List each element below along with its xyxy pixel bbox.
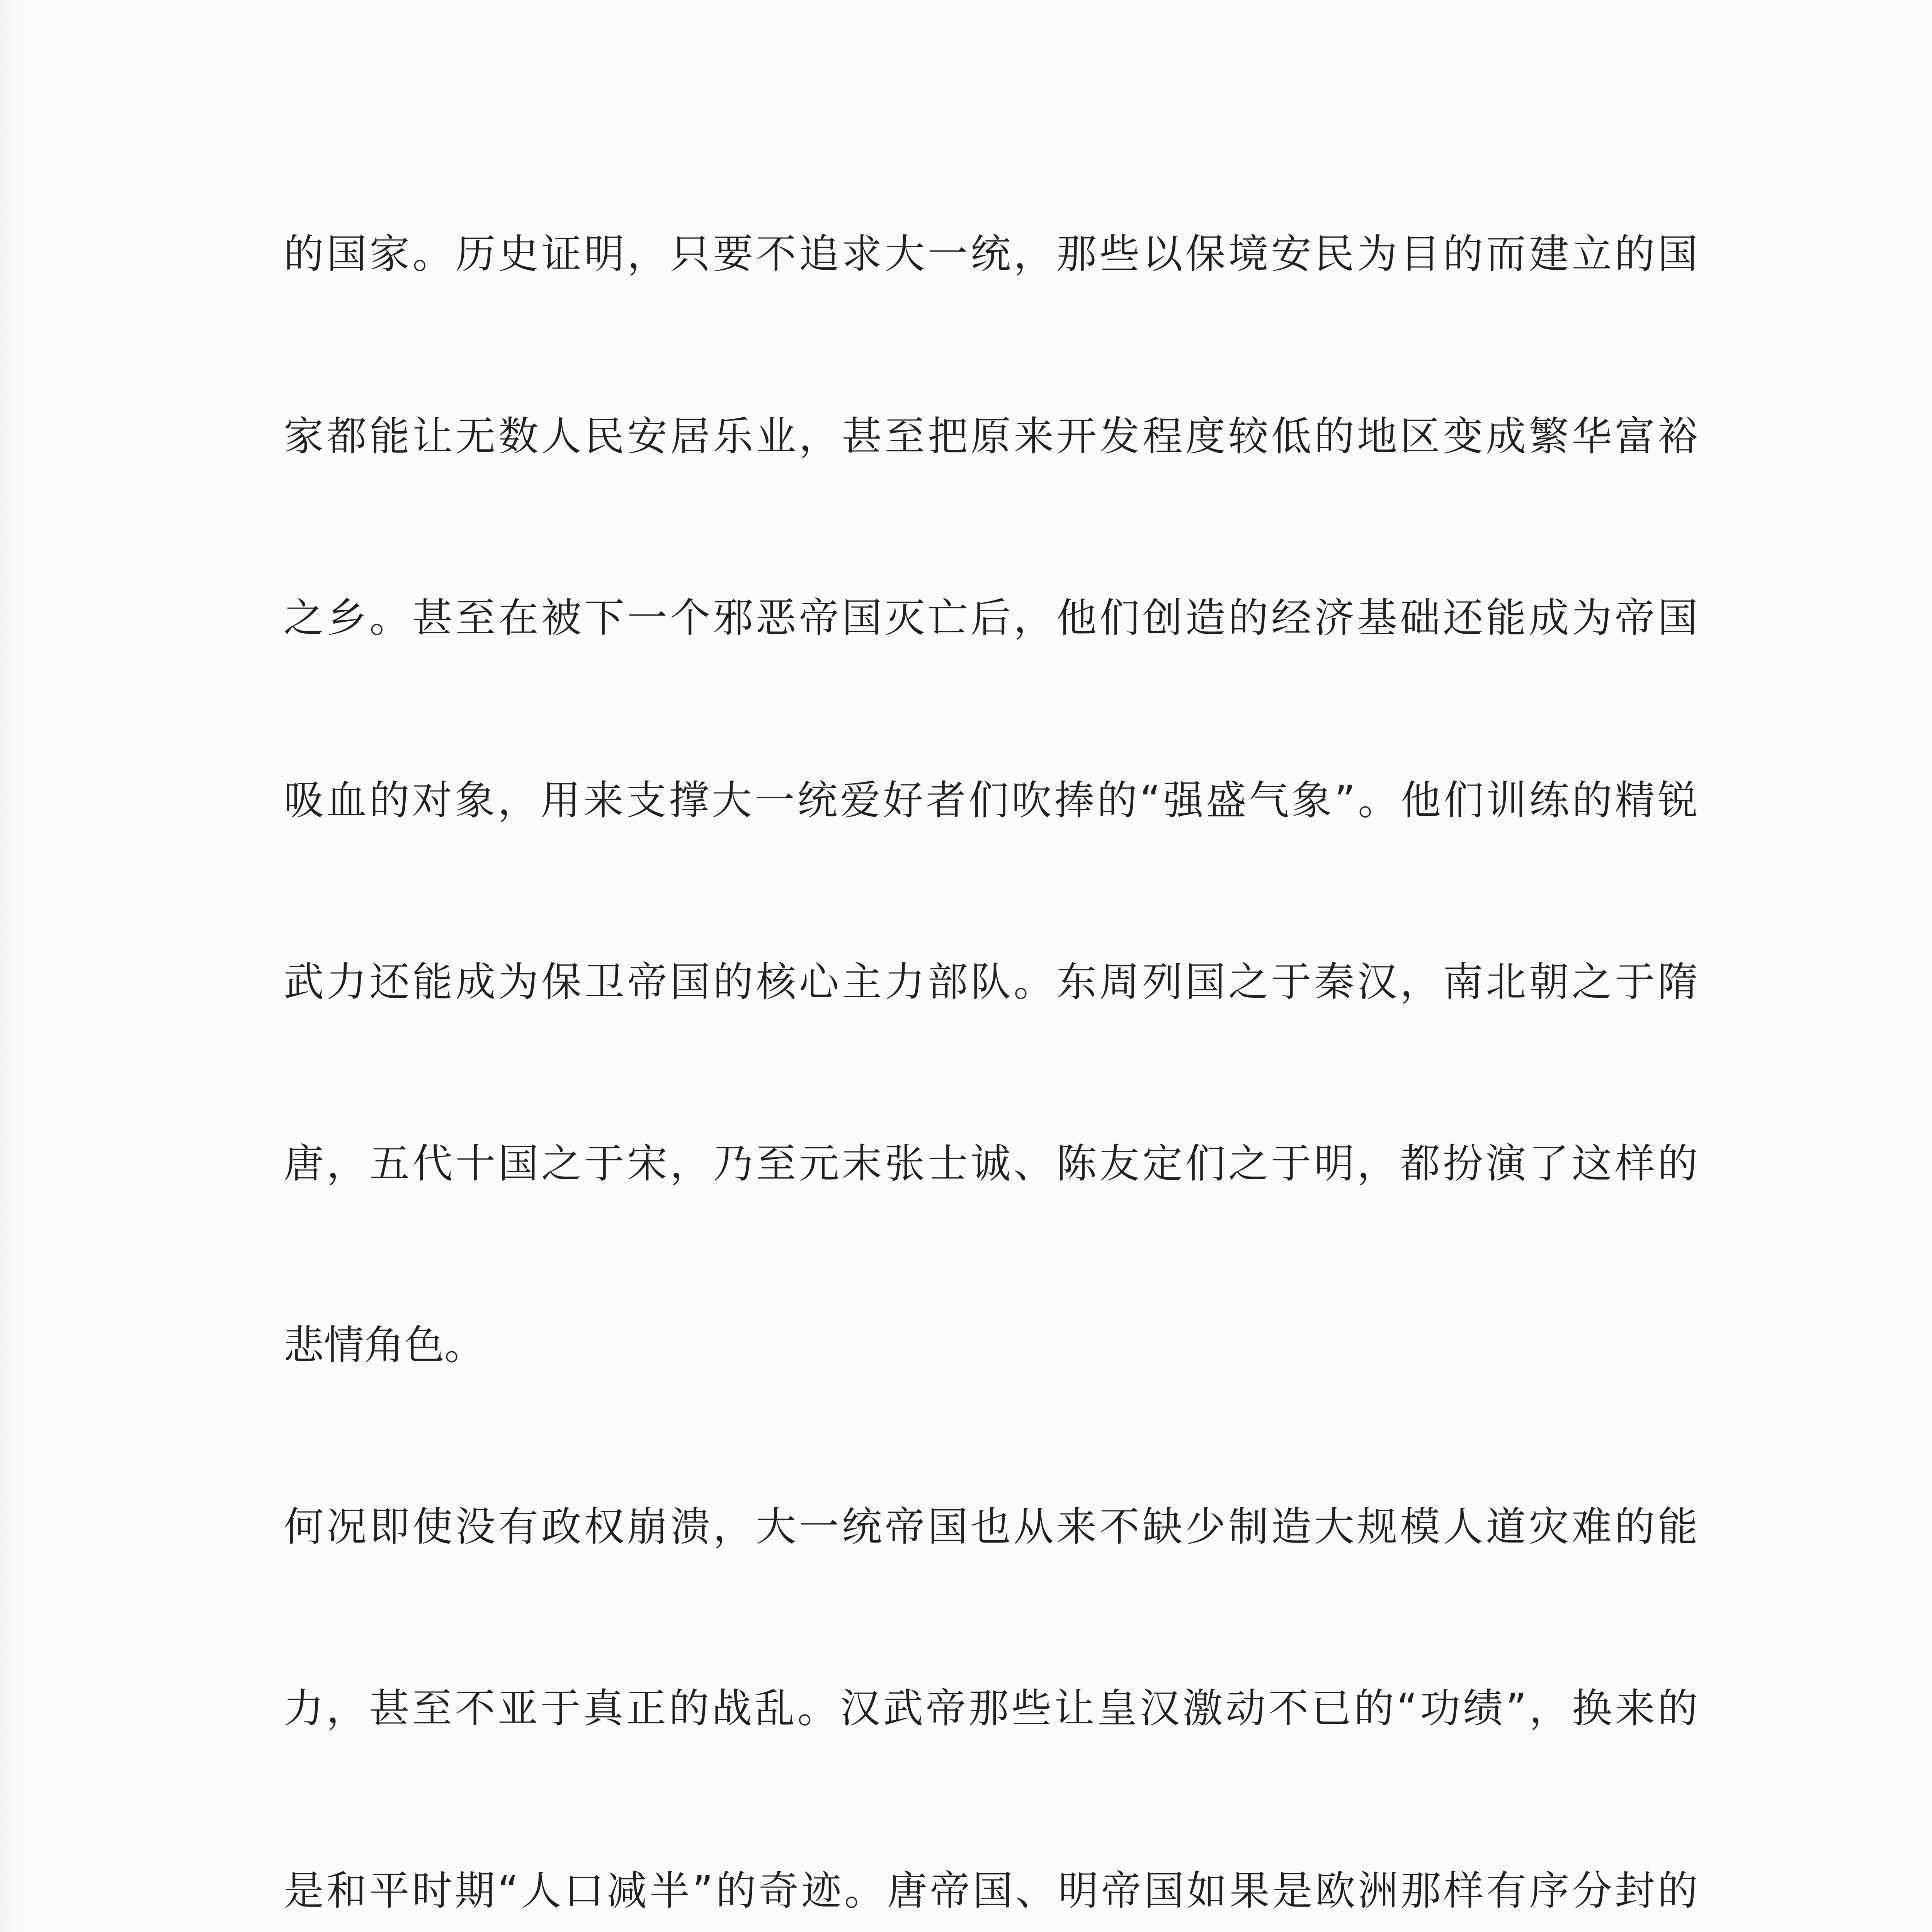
text-line: 何况即使没有政权崩溃，大一统帝国也从来不缺少制造大规模人道灾难的能 (284, 1503, 1701, 1550)
text-line: 力，甚至不亚于真正的战乱。汉武帝那些让皇汉激动不已的“功绩”，换来的 (284, 1685, 1701, 1732)
text-line: 唐，五代十国之于宋，乃至元末张士诚、陈友定们之于明，都扮演了这样的 (284, 1140, 1701, 1187)
text-line: 之乡。甚至在被下一个邪恶帝国灭亡后，他们创造的经济基础还能成为帝国 (284, 594, 1701, 641)
text-line: 武力还能成为保卫帝国的核心主力部队。东周列国之于秦汉，南北朝之于隋 (284, 958, 1701, 1005)
text-line: 悲情角色。 (284, 1321, 485, 1369)
text-line: 家都能让无数人民安居乐业，甚至把原来开发程度较低的地区变成繁华富裕 (284, 413, 1701, 460)
text-line: 的国家。历史证明，只要不追求大一统，那些以保境安民为目的而建立的国 (284, 230, 1701, 277)
text-line: 吸血的对象，用来支撑大一统爱好者们吹捧的“强盛气象”。他们训练的精锐 (284, 777, 1701, 824)
text-line: 是和平时期“人口减半”的奇迹。唐帝国、明帝国如果是欧洲那样有序分封的 (284, 1867, 1701, 1914)
scan-left-edge (0, 0, 23, 1932)
